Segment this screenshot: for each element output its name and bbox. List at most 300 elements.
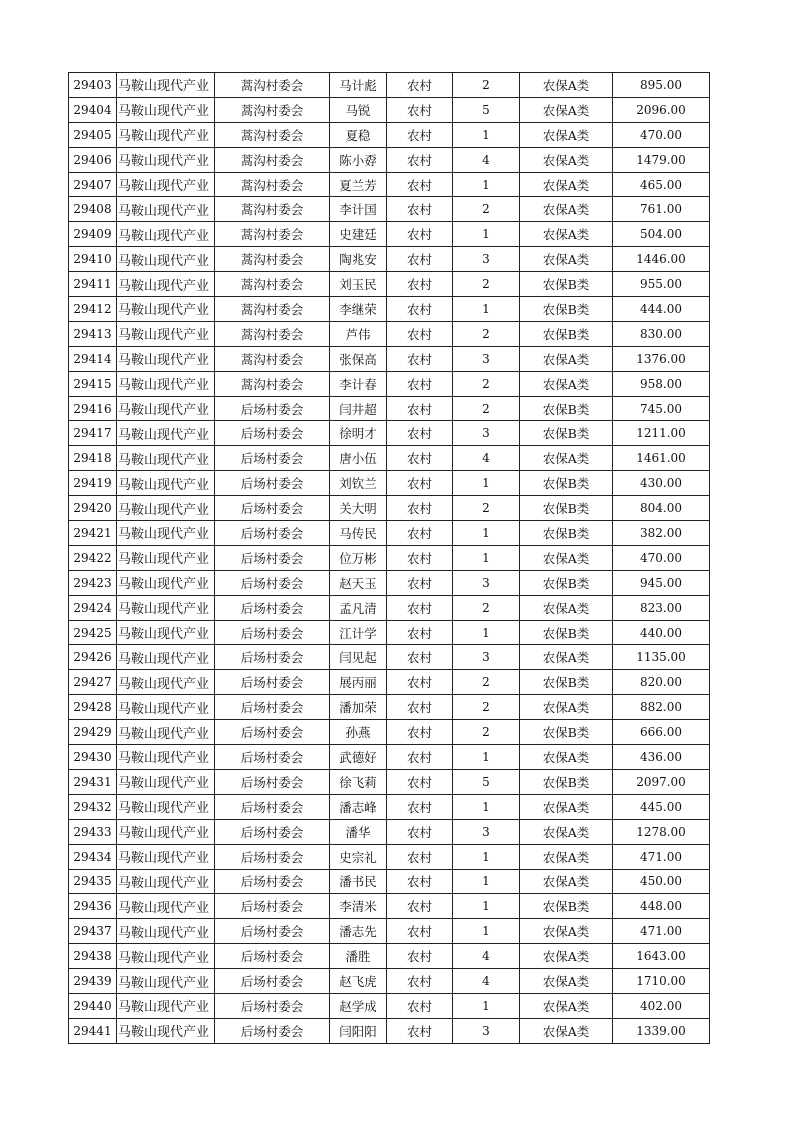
person-name-cell: 闫见起 [330,645,387,670]
household-type-cell: 农村 [387,521,453,546]
amount-cell: 1278.00 [613,819,710,844]
household-type-cell: 农村 [387,73,453,98]
village-committee-cell: 蒿沟村委会 [215,247,330,272]
household-type-cell: 农村 [387,471,453,496]
table-row [69,894,710,919]
village-committee-cell: 蒿沟村委会 [215,197,330,222]
member-count-cell: 1 [453,993,520,1018]
unit-name-cell: 马鞍山现代产业 [117,272,215,297]
unit-name-cell: 马鞍山现代产业 [117,122,215,147]
insurance-category-cell: 农保B类 [520,670,613,695]
village-committee-cell: 蒿沟村委会 [215,321,330,346]
insurance-category-cell: 农保A类 [520,993,613,1018]
person-name-cell: 马传民 [330,521,387,546]
member-count-cell: 3 [453,819,520,844]
unit-name-cell: 马鞍山现代产业 [117,869,215,894]
amount-cell: 820.00 [613,670,710,695]
member-count-cell: 2 [453,197,520,222]
amount-cell: 471.00 [613,919,710,944]
unit-name-cell: 马鞍山现代产业 [117,297,215,322]
insurance-category-cell: 农保A类 [520,247,613,272]
person-name-cell: 武德好 [330,745,387,770]
member-count-cell: 2 [453,496,520,521]
household-type-cell: 农村 [387,570,453,595]
amount-cell: 471.00 [613,844,710,869]
table-row [69,247,710,272]
unit-name-cell: 马鞍山现代产业 [117,720,215,745]
amount-cell: 470.00 [613,122,710,147]
insurance-category-cell: 农保B类 [520,272,613,297]
amount-cell: 504.00 [613,222,710,247]
member-count-cell: 1 [453,122,520,147]
amount-cell: 830.00 [613,321,710,346]
unit-name-cell: 马鞍山现代产业 [117,446,215,471]
amount-cell: 945.00 [613,570,710,595]
household-type-cell: 农村 [387,844,453,869]
table-row [69,172,710,197]
member-count-cell: 1 [453,620,520,645]
member-count-cell: 1 [453,471,520,496]
village-committee-cell: 后场村委会 [215,620,330,645]
village-committee-cell: 后场村委会 [215,695,330,720]
amount-cell: 1479.00 [613,147,710,172]
amount-cell: 895.00 [613,73,710,98]
village-committee-cell: 蒿沟村委会 [215,346,330,371]
unit-name-cell: 马鞍山现代产业 [117,346,215,371]
amount-cell: 1211.00 [613,421,710,446]
row-id-cell: 29433 [69,819,117,844]
household-type-cell: 农村 [387,620,453,645]
member-count-cell: 3 [453,645,520,670]
insurance-category-cell: 农保A类 [520,97,613,122]
table-row [69,321,710,346]
insurance-category-cell: 农保A类 [520,147,613,172]
amount-cell: 823.00 [613,595,710,620]
insurance-category-cell: 农保A类 [520,944,613,969]
table-row [69,346,710,371]
table-row [69,720,710,745]
insurance-category-cell: 农保A类 [520,645,613,670]
row-id-cell: 29426 [69,645,117,670]
insurance-category-cell: 农保A类 [520,545,613,570]
unit-name-cell: 马鞍山现代产业 [117,819,215,844]
row-id-cell: 29403 [69,73,117,98]
village-committee-cell: 后场村委会 [215,396,330,421]
household-type-cell: 农村 [387,371,453,396]
household-type-cell: 农村 [387,819,453,844]
household-type-cell: 农村 [387,720,453,745]
member-count-cell: 2 [453,73,520,98]
unit-name-cell: 马鞍山现代产业 [117,222,215,247]
member-count-cell: 4 [453,969,520,994]
row-id-cell: 29415 [69,371,117,396]
member-count-cell: 1 [453,172,520,197]
insurance-category-cell: 农保B类 [520,570,613,595]
member-count-cell: 4 [453,944,520,969]
member-count-cell: 1 [453,894,520,919]
insurance-category-cell: 农保A类 [520,919,613,944]
insurance-category-cell: 农保A类 [520,869,613,894]
row-id-cell: 29439 [69,969,117,994]
member-count-cell: 1 [453,745,520,770]
household-type-cell: 农村 [387,297,453,322]
household-type-cell: 农村 [387,496,453,521]
table-row [69,869,710,894]
village-committee-cell: 蒿沟村委会 [215,272,330,297]
member-count-cell: 2 [453,272,520,297]
insurance-category-cell: 农保B类 [520,894,613,919]
table-row [69,471,710,496]
table-body [69,73,710,1044]
row-id-cell: 29404 [69,97,117,122]
unit-name-cell: 马鞍山现代产业 [117,670,215,695]
row-id-cell: 29429 [69,720,117,745]
insurance-category-cell: 农保B类 [520,471,613,496]
row-id-cell: 29430 [69,745,117,770]
amount-cell: 444.00 [613,297,710,322]
insurance-category-cell: 农保A类 [520,745,613,770]
unit-name-cell: 马鞍山现代产业 [117,844,215,869]
person-name-cell: 潘书民 [330,869,387,894]
amount-cell: 1135.00 [613,645,710,670]
insurance-category-cell: 农保A类 [520,969,613,994]
member-count-cell: 1 [453,521,520,546]
person-name-cell: 赵飞虎 [330,969,387,994]
household-type-cell: 农村 [387,446,453,471]
row-id-cell: 29422 [69,545,117,570]
table-row [69,521,710,546]
person-name-cell: 徐明才 [330,421,387,446]
village-committee-cell: 后场村委会 [215,1018,330,1043]
person-name-cell: 史宗礼 [330,844,387,869]
unit-name-cell: 马鞍山现代产业 [117,321,215,346]
unit-name-cell: 马鞍山现代产业 [117,993,215,1018]
insurance-category-cell: 农保A类 [520,819,613,844]
village-committee-cell: 后场村委会 [215,670,330,695]
household-type-cell: 农村 [387,197,453,222]
amount-cell: 440.00 [613,620,710,645]
household-type-cell: 农村 [387,595,453,620]
member-count-cell: 1 [453,844,520,869]
household-type-cell: 农村 [387,670,453,695]
amount-cell: 2097.00 [613,769,710,794]
unit-name-cell: 马鞍山现代产业 [117,471,215,496]
member-count-cell: 1 [453,545,520,570]
person-name-cell: 史建廷 [330,222,387,247]
insurance-category-cell: 农保A类 [520,695,613,720]
household-type-cell: 农村 [387,944,453,969]
row-id-cell: 29413 [69,321,117,346]
village-committee-cell: 后场村委会 [215,869,330,894]
insurance-category-cell: 农保A类 [520,197,613,222]
household-type-cell: 农村 [387,172,453,197]
person-name-cell: 徐飞莉 [330,769,387,794]
amount-cell: 448.00 [613,894,710,919]
unit-name-cell: 马鞍山现代产业 [117,794,215,819]
village-committee-cell: 后场村委会 [215,496,330,521]
person-name-cell: 闫阳阳 [330,1018,387,1043]
amount-cell: 882.00 [613,695,710,720]
table-row [69,844,710,869]
table-row [69,272,710,297]
table-row [69,421,710,446]
village-committee-cell: 后场村委会 [215,745,330,770]
row-id-cell: 29427 [69,670,117,695]
unit-name-cell: 马鞍山现代产业 [117,73,215,98]
household-type-cell: 农村 [387,919,453,944]
row-id-cell: 29436 [69,894,117,919]
person-name-cell: 赵学成 [330,993,387,1018]
person-name-cell: 展丙丽 [330,670,387,695]
amount-cell: 402.00 [613,993,710,1018]
amount-cell: 958.00 [613,371,710,396]
person-name-cell: 闫井超 [330,396,387,421]
person-name-cell: 陶兆安 [330,247,387,272]
village-committee-cell: 蒿沟村委会 [215,73,330,98]
household-type-cell: 农村 [387,869,453,894]
table-row [69,222,710,247]
amount-cell: 955.00 [613,272,710,297]
unit-name-cell: 马鞍山现代产业 [117,944,215,969]
member-count-cell: 1 [453,297,520,322]
insurance-category-cell: 农保A类 [520,794,613,819]
row-id-cell: 29431 [69,769,117,794]
village-committee-cell: 蒿沟村委会 [215,97,330,122]
member-count-cell: 1 [453,794,520,819]
table-row [69,745,710,770]
village-committee-cell: 蒿沟村委会 [215,122,330,147]
insurance-category-cell: 农保A类 [520,73,613,98]
member-count-cell: 3 [453,346,520,371]
village-committee-cell: 后场村委会 [215,944,330,969]
unit-name-cell: 马鞍山现代产业 [117,371,215,396]
insurance-category-cell: 农保A类 [520,346,613,371]
unit-name-cell: 马鞍山现代产业 [117,545,215,570]
member-count-cell: 2 [453,595,520,620]
unit-name-cell: 马鞍山现代产业 [117,396,215,421]
row-id-cell: 29421 [69,521,117,546]
person-name-cell: 江计学 [330,620,387,645]
unit-name-cell: 马鞍山现代产业 [117,147,215,172]
household-type-cell: 农村 [387,545,453,570]
row-id-cell: 29412 [69,297,117,322]
row-id-cell: 29407 [69,172,117,197]
amount-cell: 2096.00 [613,97,710,122]
unit-name-cell: 马鞍山现代产业 [117,421,215,446]
amount-cell: 761.00 [613,197,710,222]
amount-cell: 745.00 [613,396,710,421]
member-count-cell: 2 [453,396,520,421]
member-count-cell: 4 [453,446,520,471]
row-id-cell: 29405 [69,122,117,147]
member-count-cell: 2 [453,371,520,396]
row-id-cell: 29438 [69,944,117,969]
person-name-cell: 唐小伍 [330,446,387,471]
row-id-cell: 29423 [69,570,117,595]
table-row [69,993,710,1018]
member-count-cell: 3 [453,247,520,272]
village-committee-cell: 蒿沟村委会 [215,371,330,396]
table-row [69,147,710,172]
household-type-cell: 农村 [387,969,453,994]
amount-cell: 1461.00 [613,446,710,471]
village-committee-cell: 后场村委会 [215,894,330,919]
household-type-cell: 农村 [387,745,453,770]
amount-cell: 430.00 [613,471,710,496]
person-name-cell: 赵天玉 [330,570,387,595]
unit-name-cell: 马鞍山现代产业 [117,97,215,122]
unit-name-cell: 马鞍山现代产业 [117,197,215,222]
insurance-category-cell: 农保B类 [520,297,613,322]
village-committee-cell: 后场村委会 [215,794,330,819]
household-type-cell: 农村 [387,993,453,1018]
table-row [69,371,710,396]
row-id-cell: 29440 [69,993,117,1018]
household-type-cell: 农村 [387,695,453,720]
person-name-cell: 刘玉民 [330,272,387,297]
unit-name-cell: 马鞍山现代产业 [117,1018,215,1043]
table-row [69,944,710,969]
row-id-cell: 29432 [69,794,117,819]
row-id-cell: 29418 [69,446,117,471]
person-name-cell: 潘华 [330,819,387,844]
row-id-cell: 29437 [69,919,117,944]
insurance-category-cell: 农保A类 [520,122,613,147]
amount-cell: 1446.00 [613,247,710,272]
row-id-cell: 29406 [69,147,117,172]
village-committee-cell: 蒿沟村委会 [215,172,330,197]
unit-name-cell: 马鞍山现代产业 [117,521,215,546]
table-row [69,645,710,670]
household-type-cell: 农村 [387,247,453,272]
household-type-cell: 农村 [387,421,453,446]
unit-name-cell: 马鞍山现代产业 [117,570,215,595]
household-type-cell: 农村 [387,122,453,147]
unit-name-cell: 马鞍山现代产业 [117,969,215,994]
row-id-cell: 29408 [69,197,117,222]
member-count-cell: 2 [453,695,520,720]
insurance-category-cell: 农保A类 [520,844,613,869]
table-row [69,1018,710,1043]
person-name-cell: 张保高 [330,346,387,371]
amount-cell: 465.00 [613,172,710,197]
person-name-cell: 李清米 [330,894,387,919]
village-committee-cell: 后场村委会 [215,919,330,944]
table-row [69,969,710,994]
person-name-cell: 芦伟 [330,321,387,346]
table-row [69,794,710,819]
village-committee-cell: 后场村委会 [215,545,330,570]
village-committee-cell: 蒿沟村委会 [215,147,330,172]
person-name-cell: 位万彬 [330,545,387,570]
village-committee-cell: 后场村委会 [215,769,330,794]
table-row [69,97,710,122]
member-count-cell: 1 [453,869,520,894]
household-type-cell: 农村 [387,1018,453,1043]
unit-name-cell: 马鞍山现代产业 [117,894,215,919]
row-id-cell: 29435 [69,869,117,894]
data-table [68,72,710,1044]
row-id-cell: 29411 [69,272,117,297]
table-row [69,919,710,944]
unit-name-cell: 马鞍山现代产业 [117,620,215,645]
person-name-cell: 李继荣 [330,297,387,322]
insurance-category-cell: 农保B类 [520,521,613,546]
village-committee-cell: 后场村委会 [215,844,330,869]
member-count-cell: 2 [453,670,520,695]
row-id-cell: 29420 [69,496,117,521]
table-row [69,73,710,98]
person-name-cell: 潘胜 [330,944,387,969]
insurance-category-cell: 农保B类 [520,496,613,521]
unit-name-cell: 马鞍山现代产业 [117,496,215,521]
member-count-cell: 5 [453,769,520,794]
amount-cell: 1643.00 [613,944,710,969]
table-row [69,297,710,322]
person-name-cell: 李计春 [330,371,387,396]
insurance-category-cell: 农保B类 [520,321,613,346]
row-id-cell: 29416 [69,396,117,421]
unit-name-cell: 马鞍山现代产业 [117,595,215,620]
person-name-cell: 潘志峰 [330,794,387,819]
village-committee-cell: 后场村委会 [215,720,330,745]
person-name-cell: 潘志先 [330,919,387,944]
unit-name-cell: 马鞍山现代产业 [117,769,215,794]
household-type-cell: 农村 [387,894,453,919]
village-committee-cell: 后场村委会 [215,993,330,1018]
insurance-category-cell: 农保A类 [520,222,613,247]
insurance-category-cell: 农保B类 [520,421,613,446]
row-id-cell: 29419 [69,471,117,496]
household-type-cell: 农村 [387,97,453,122]
insurance-category-cell: 农保B类 [520,720,613,745]
amount-cell: 804.00 [613,496,710,521]
table-row [69,620,710,645]
member-count-cell: 3 [453,570,520,595]
table-row [69,595,710,620]
person-name-cell: 潘加荣 [330,695,387,720]
table-row [69,496,710,521]
amount-cell: 436.00 [613,745,710,770]
table-row [69,670,710,695]
insurance-category-cell: 农保B类 [520,396,613,421]
village-committee-cell: 蒿沟村委会 [215,222,330,247]
table-row [69,396,710,421]
village-committee-cell: 后场村委会 [215,819,330,844]
row-id-cell: 29409 [69,222,117,247]
insurance-category-cell: 农保B类 [520,620,613,645]
table-row [69,695,710,720]
table-row [69,570,710,595]
amount-cell: 1376.00 [613,346,710,371]
member-count-cell: 3 [453,1018,520,1043]
member-count-cell: 5 [453,97,520,122]
row-id-cell: 29441 [69,1018,117,1043]
amount-cell: 445.00 [613,794,710,819]
village-committee-cell: 后场村委会 [215,446,330,471]
household-type-cell: 农村 [387,645,453,670]
member-count-cell: 3 [453,421,520,446]
village-committee-cell: 后场村委会 [215,421,330,446]
amount-cell: 1339.00 [613,1018,710,1043]
person-name-cell: 关大明 [330,496,387,521]
row-id-cell: 29424 [69,595,117,620]
member-count-cell: 4 [453,147,520,172]
row-id-cell: 29417 [69,421,117,446]
table-row [69,545,710,570]
unit-name-cell: 马鞍山现代产业 [117,695,215,720]
amount-cell: 450.00 [613,869,710,894]
